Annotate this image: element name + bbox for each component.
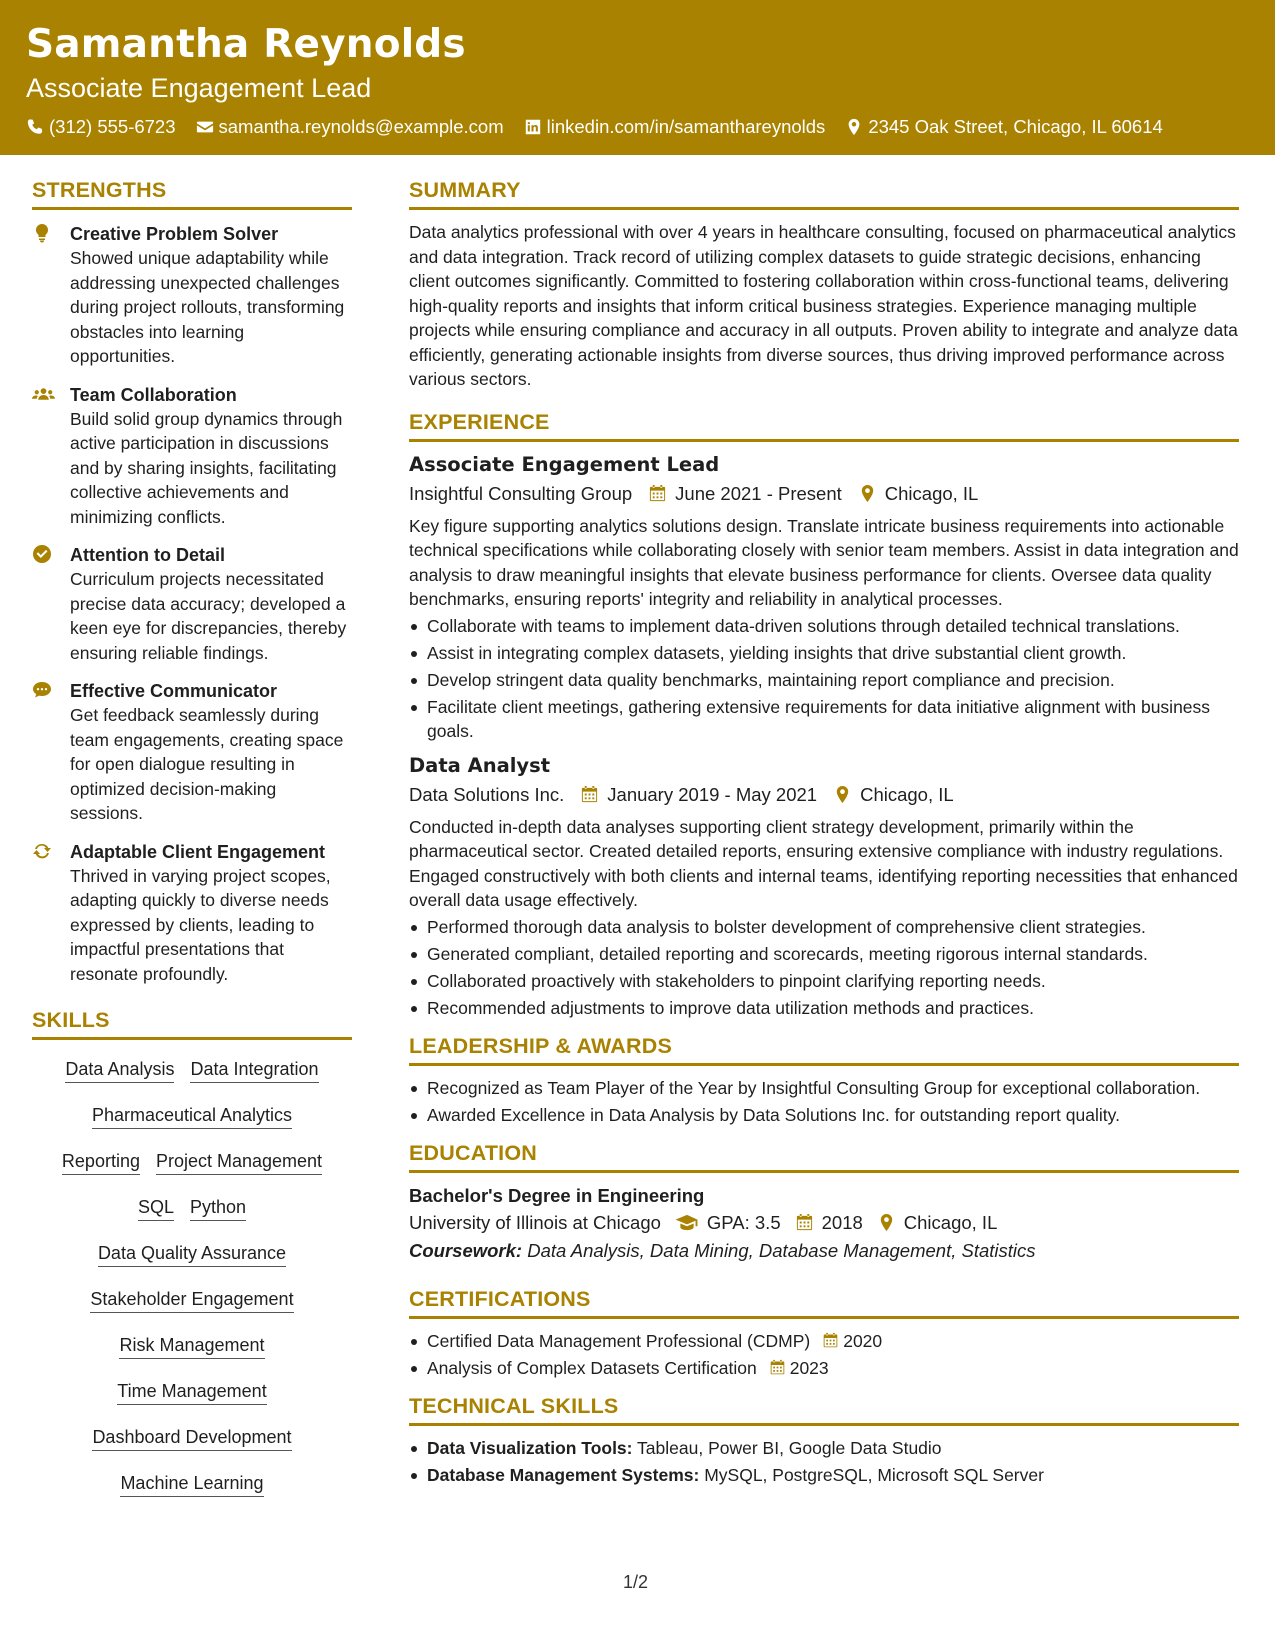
email-text: samantha.reynolds@example.com — [218, 116, 504, 137]
users-icon — [32, 384, 55, 404]
skills-heading: SKILLS — [32, 1008, 352, 1040]
skill-tag: Python — [190, 1195, 246, 1221]
location-pin-icon — [833, 785, 852, 804]
skill-tag: Data Quality Assurance — [98, 1241, 286, 1267]
lightbulb-icon — [32, 223, 52, 243]
phone-icon — [26, 118, 44, 136]
summary-text: Data analytics professional with over 4 years in healthcare consulting, focused on pharmaceutical analytics and data integration. Track record of utilizing complex datasets to guide strategic decisions, enhancing client outcomes significantly. Committed to fostering collaboration within cross-functional teams, delivering high-quality reports and insights that inform critical business strategies. Experience managing multiple projects while ensuring compliance and accuracy in all outputs. Proven ability to integrate and analyze data efficiently, generating actionable insights from diverse sources, thus driving improved performance across various sectors. — [409, 222, 1238, 389]
check-circle-icon — [32, 544, 52, 564]
job-company: Insightful Consulting Group — [409, 482, 633, 504]
cert-name: Certified Data Management Professional (CDMP) — [427, 1330, 811, 1351]
right-column — [409, 178, 1239, 1490]
job-description: Conducted in-depth data analyses supporting client strategy development, primarily within the pharmaceutical sector. Created detailed reports, ensuring extensive compliance with industry regulations. Engaged constructively with both clients and internal teams, identifying reporting necessities that enhanced overall data usage effectively. — [409, 816, 1238, 910]
resume-header — [0, 0, 1275, 155]
strength-desc: Showed unique adaptability while addressing unexpected challenges during project rollouts, transforming obstacles into learning opportunities. — [70, 248, 345, 366]
list-item: Assist in integrating complex datasets, yielding insights that drive substantial client growth. — [409, 641, 1239, 665]
skill-tag: Dashboard Development — [92, 1425, 291, 1451]
list-item: Recognized as Team Player of the Year by Insightful Consulting Group for exceptional collaboration. — [409, 1076, 1239, 1100]
technical-skills-heading: TECHNICAL SKILLS — [409, 1394, 1239, 1426]
list-item — [409, 1463, 1239, 1487]
tech-label: Data Visualization Tools: — [427, 1437, 633, 1458]
envelope-icon — [196, 118, 214, 136]
list-item: Collaborate with teams to implement data-driven solutions through detailed technical translations. — [409, 614, 1239, 638]
leadership-heading: LEADERSHIP & AWARDS — [409, 1034, 1239, 1066]
job-bullets — [409, 915, 1239, 1020]
graduation-cap-icon — [675, 1213, 699, 1232]
skill-tag: Time Management — [117, 1379, 266, 1405]
job-title: Associate Engagement Lead — [409, 452, 720, 476]
list-item — [409, 1329, 1239, 1353]
strengths-heading: STRENGTHS — [32, 178, 352, 210]
skill-tag: Machine Learning — [120, 1471, 263, 1497]
coursework — [409, 1237, 1239, 1265]
graduation-year: 2018 — [821, 1211, 863, 1233]
job-entry — [409, 452, 1239, 743]
list-item: Awarded Excellence in Data Analysis by Data Solutions Inc. for outstanding report quality. — [409, 1103, 1239, 1127]
job-location: Chicago, IL — [884, 482, 979, 504]
linkedin-icon — [524, 118, 542, 136]
strength-title: Attention to Detail — [70, 545, 225, 565]
job-meta — [409, 781, 1239, 809]
contact-linkedin[interactable] — [524, 116, 826, 138]
candidate-title: Associate Engagement Lead — [26, 73, 372, 103]
list-item: Performed thorough data analysis to bolster development of comprehensive client strategies. — [409, 915, 1239, 939]
list-item: Recommended adjustments to improve data utilization methods and practices. — [409, 996, 1239, 1020]
tech-label: Database Management Systems: — [427, 1464, 700, 1485]
strength-title: Effective Communicator — [70, 681, 278, 701]
strength-item — [32, 840, 352, 987]
calendar-icon — [580, 785, 599, 804]
calendar-icon — [648, 484, 667, 503]
leadership-list — [409, 1076, 1239, 1127]
strength-desc: Thrived in varying project scopes, adapting quickly to diverse needs expressed by clients, leading to impactful presentations that resonate profoundly. — [70, 865, 331, 984]
job-dates: January 2019 - May 2021 — [607, 783, 818, 805]
refresh-icon — [32, 841, 52, 861]
job-location: Chicago, IL — [860, 783, 954, 805]
degree: Bachelor's Degree in Engineering — [409, 1184, 705, 1206]
linkedin-text: linkedin.com/in/samanthareynolds — [546, 116, 826, 137]
job-entry — [409, 753, 1239, 1020]
certifications-list — [409, 1329, 1239, 1380]
contact-email[interactable] — [196, 116, 504, 138]
strength-item — [32, 222, 352, 369]
calendar-icon — [822, 1332, 839, 1349]
calendar-icon — [795, 1213, 814, 1232]
list-item — [409, 1436, 1239, 1460]
job-dates: June 2021 - Present — [675, 482, 842, 504]
cert-year: 2020 — [843, 1330, 883, 1351]
list-item — [409, 1356, 1239, 1380]
list-item: Develop stringent data quality benchmarks, maintaining report compliance and precision. — [409, 668, 1239, 692]
list-item: Collaborated proactively with stakeholders to pinpoint clarifying reporting needs. — [409, 969, 1239, 993]
job-company: Data Solutions Inc. — [409, 783, 565, 805]
job-bullets — [409, 614, 1239, 743]
calendar-icon — [769, 1359, 786, 1376]
location-pin-icon — [877, 1213, 896, 1232]
gpa: GPA: 3.5 — [706, 1211, 781, 1233]
strength-title: Creative Problem Solver — [70, 224, 279, 244]
strength-item — [32, 383, 352, 530]
job-description: Key figure supporting analytics solutions design. Translate intricate business requirements into actionable technical specifications while collaborating closely with senior team members. Assist in data integration and analysis to draw meaningful insights that elevate business performance for clients. Oversee data quality benchmarks, ensuring reports' integrity and reliability in analytical processes. — [409, 515, 1239, 609]
skill-tag: SQL — [138, 1195, 174, 1221]
chat-icon — [32, 680, 52, 700]
experience-heading: EXPERIENCE — [409, 410, 1239, 442]
phone-text: (312) 555-6723 — [49, 116, 176, 137]
certifications-heading: CERTIFICATIONS — [409, 1287, 1239, 1319]
strength-desc: Get feedback seamlessly during team engagements, creating space for open dialogue resulting in optimized decision-making sessions. — [70, 705, 344, 823]
skills-list — [32, 1050, 352, 1510]
skill-tag: Data Analysis — [65, 1057, 174, 1083]
education-heading: EDUCATION — [409, 1141, 1239, 1173]
summary-heading: SUMMARY — [409, 178, 1239, 210]
page-number: 1/2 — [623, 1572, 649, 1592]
location-pin-icon — [845, 118, 863, 136]
school: University of Illinois at Chicago — [409, 1211, 661, 1233]
skill-tag: Reporting — [62, 1149, 140, 1175]
candidate-name: Samantha Reynolds — [26, 22, 466, 67]
cert-name: Analysis of Complex Datasets Certification — [427, 1357, 757, 1378]
skill-tag: Data Integration — [190, 1057, 318, 1083]
left-column — [32, 178, 352, 1510]
contact-address — [845, 116, 1162, 138]
strength-item — [32, 543, 352, 665]
list-item: Facilitate client meetings, gathering extensive requirements for data initiative alignment with business goals. — [409, 695, 1239, 743]
skill-tag: Stakeholder Engagement — [90, 1287, 293, 1313]
contact-bar — [26, 116, 1183, 138]
list-item: Generated compliant, detailed reporting and scorecards, meeting rigorous internal standards. — [409, 942, 1239, 966]
skill-tag: Risk Management — [119, 1333, 264, 1359]
strength-desc: Build solid group dynamics through active participation in discussions and by sharing insights, facilitating collective achievements and minimizing conflicts. — [70, 408, 343, 527]
coursework-label: Coursework: — [409, 1239, 523, 1261]
school-location: Chicago, IL — [903, 1211, 998, 1233]
coursework-list: Data Analysis, Data Mining, Database Management, Statistics — [527, 1239, 1036, 1261]
contact-phone[interactable] — [26, 116, 176, 138]
address-text: 2345 Oak Street, Chicago, IL 60614 — [868, 116, 1163, 137]
technical-skills-list — [409, 1436, 1239, 1487]
location-pin-icon — [858, 484, 877, 503]
strength-desc: Curriculum projects necessitated precise data accuracy; developed a keen eye for discrepancies, thereby ensuring reliable findings. — [70, 569, 347, 663]
tech-value: MySQL, PostgreSQL, Microsoft SQL Server — [704, 1464, 1044, 1485]
tech-value: Tableau, Power BI, Google Data Studio — [637, 1437, 942, 1458]
strengths-list — [32, 220, 352, 986]
strength-item — [32, 679, 352, 826]
education-meta — [409, 1209, 1239, 1237]
strength-title: Team Collaboration — [70, 384, 237, 405]
strength-title: Adaptable Client Engagement — [70, 841, 326, 862]
skill-tag: Project Management — [156, 1149, 322, 1175]
job-meta — [409, 480, 1239, 508]
job-title: Data Analyst — [409, 753, 551, 777]
skill-tag: Pharmaceutical Analytics — [92, 1103, 292, 1129]
cert-year: 2023 — [789, 1357, 829, 1378]
